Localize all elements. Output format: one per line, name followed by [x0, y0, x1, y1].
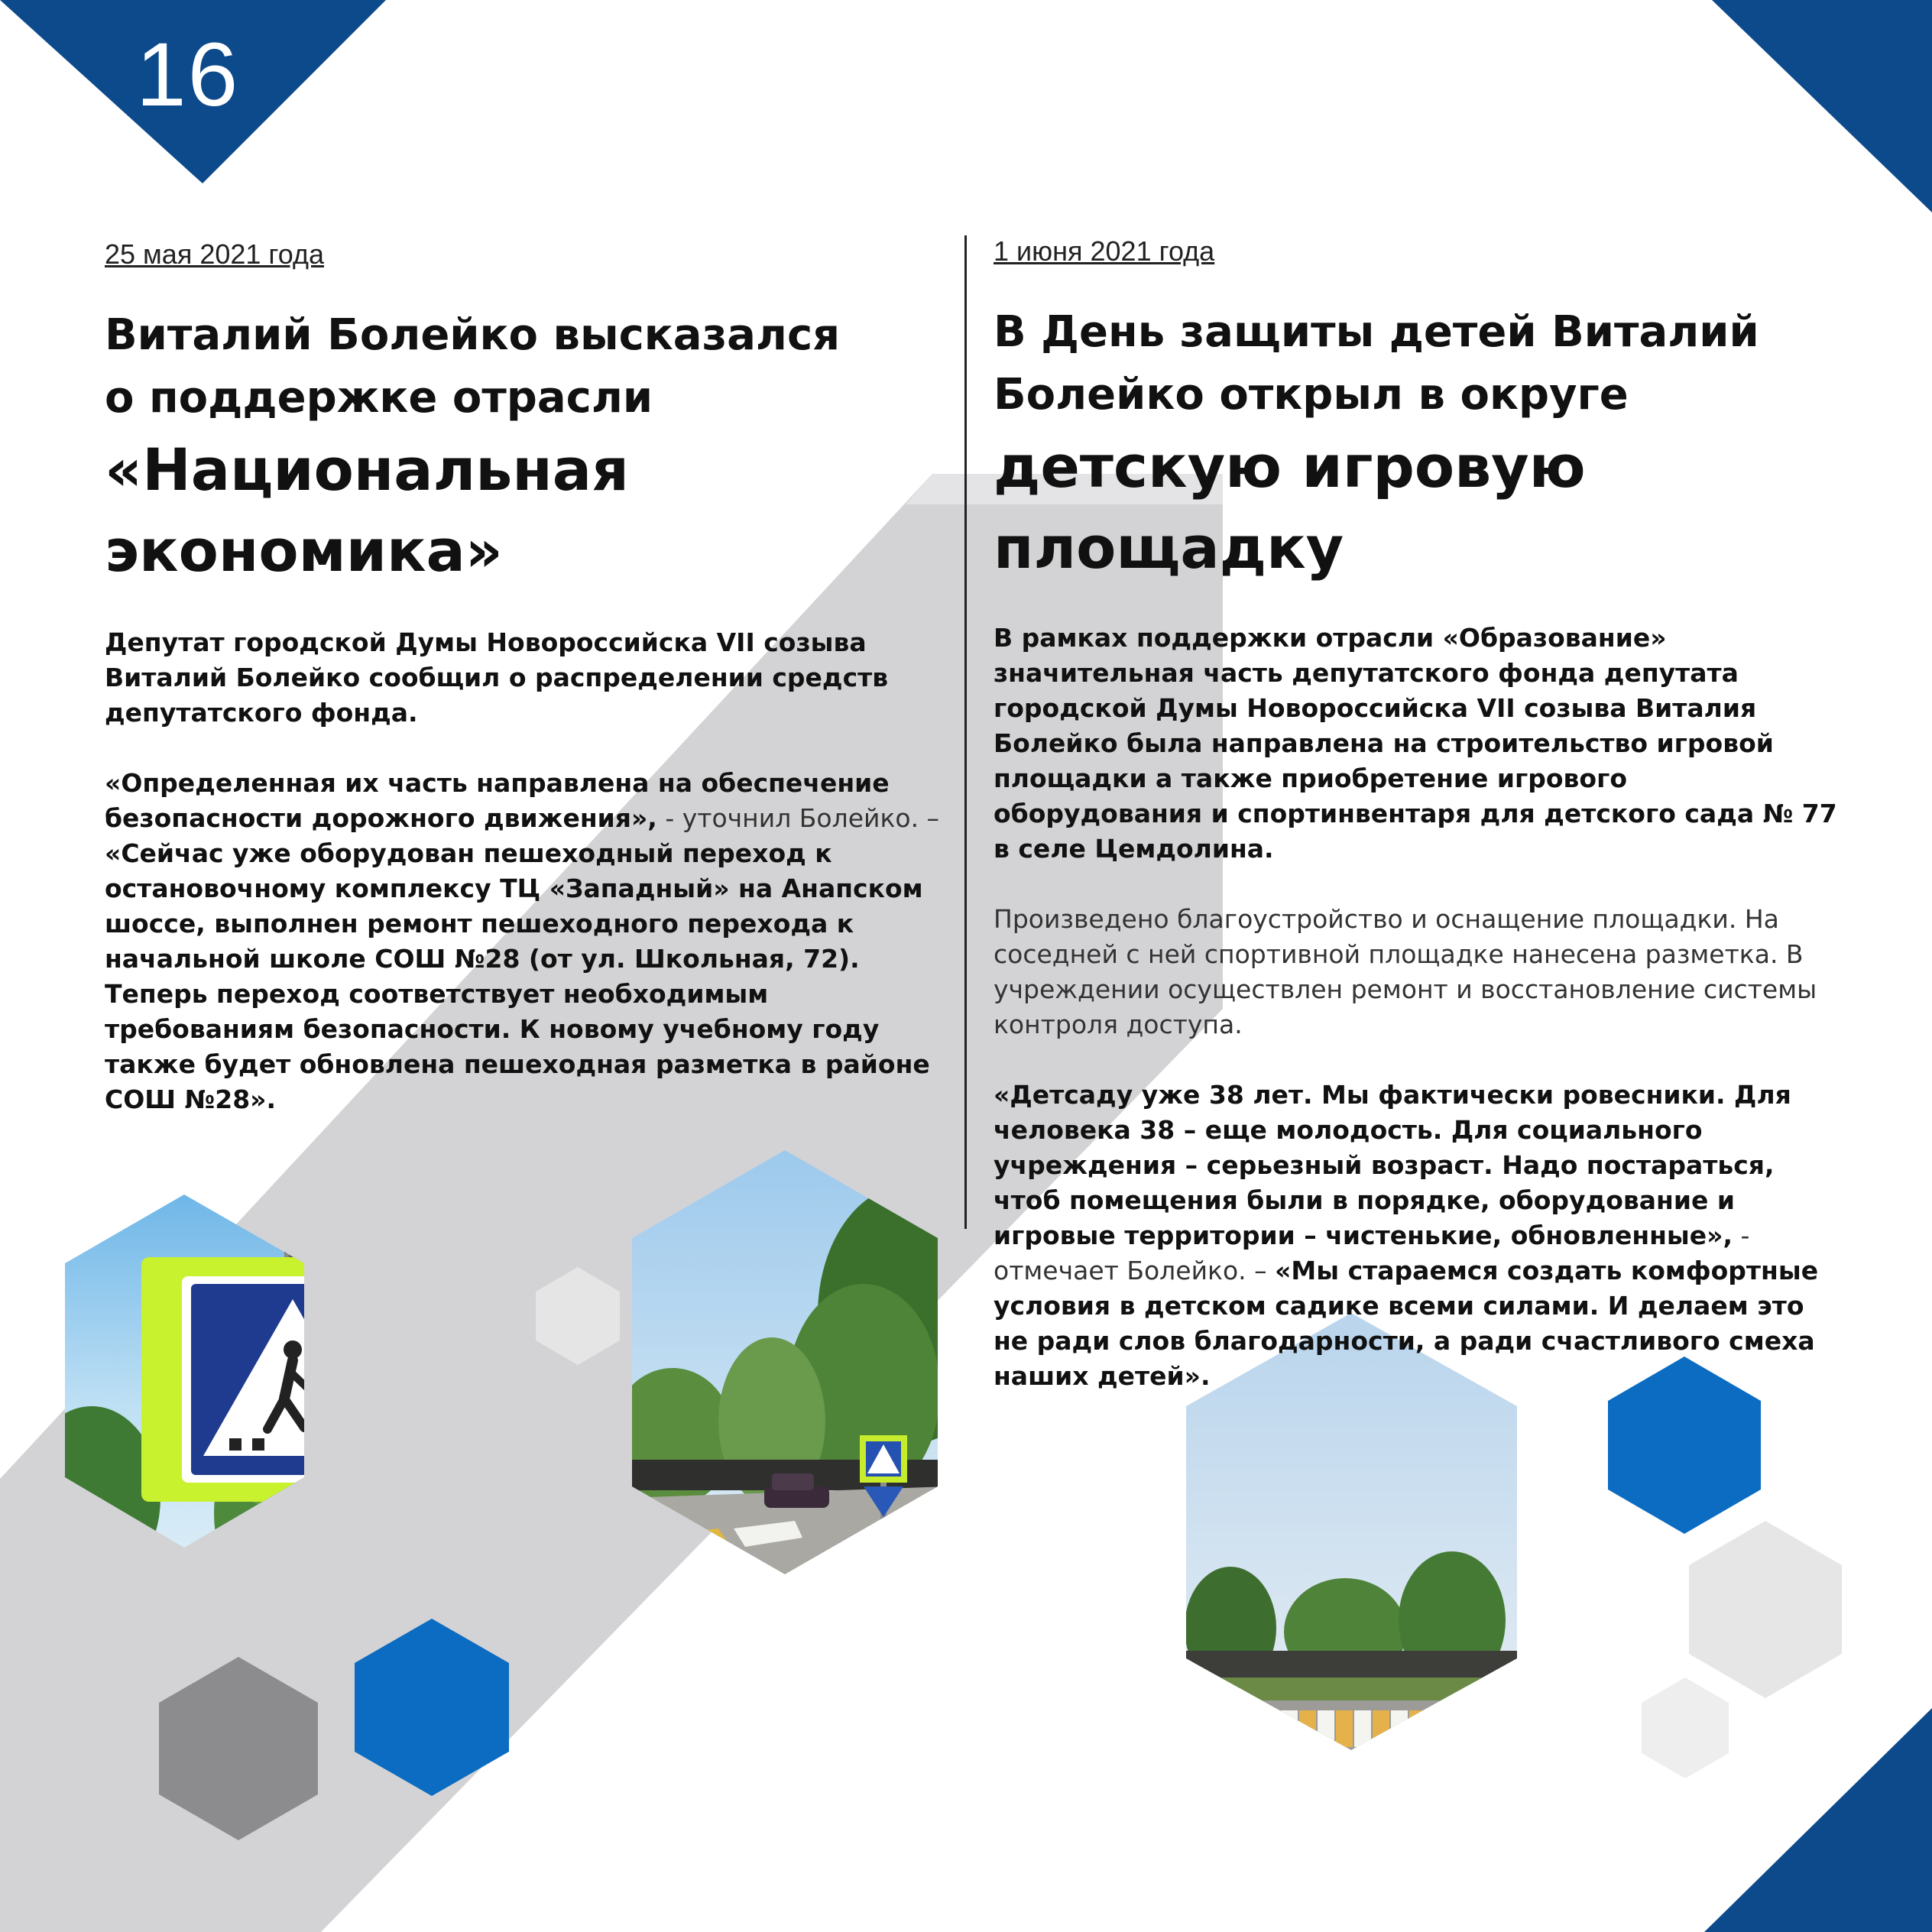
left-lead-paragraph: Депутат городской Думы Новороссийска VII созыва Виталий Болейко сообщил о распределении средств депутатского фонда.	[105, 627, 889, 728]
left-article-date: 25 мая 2021 года	[105, 238, 324, 270]
right-title-line-2: Болейко открыл в округе	[994, 370, 1629, 420]
right-title-big-line-1: детскую игровую	[994, 433, 1586, 501]
right-body-paragraph: Произведено благоустройство и оснащение площадки. На соседней с ней спортивной площадке нанесена разметка. В учреждении осуществлен ремонт и восстановление системы контроля доступа.	[994, 904, 1817, 1039]
left-quote-attribution: - уточнил Болейко. –	[656, 803, 940, 833]
right-quote-part-2: «Мы стараемся создать комфортные условия в детском садике всеми силами. И делаем это не ради слов благодарности, а ради счастливого смеха наших детей».	[994, 1256, 1819, 1391]
left-quote-paragraph	[105, 766, 953, 1117]
top-right-corner-triangle	[1712, 0, 1932, 212]
left-title-line-1: Виталий Болейко высказался	[105, 310, 841, 360]
right-quote-part-1: «Детсаду уже 38 лет. Мы фактически ровесники. Для человека 38 – еще молодость. Для социального учреждения – серьезный возраст. Надо постараться, чтоб помещения были в порядке, оборудование и игровые территории – чистенькие, обновленные»,	[994, 1080, 1791, 1250]
left-title-big-line-2: экономика»	[105, 517, 503, 585]
left-title-big-line-1: «Национальная	[105, 436, 629, 504]
right-title-line-1: В День защиты детей Виталий	[994, 307, 1759, 357]
right-article-title	[994, 301, 1895, 588]
left-article-body	[105, 625, 953, 1117]
left-article-title	[105, 304, 938, 592]
left-quote-part-1: «Определенная их часть направлена на обеспечение безопасности дорожного движения»,	[105, 768, 890, 833]
right-article-date: 1 июня 2021 года	[994, 235, 1215, 267]
decor-hexagon	[1689, 1521, 1842, 1698]
right-quote-attribution: - отмечает Болейко. –	[994, 1220, 1750, 1285]
right-title-big-line-2: площадку	[994, 514, 1344, 582]
page-number: 16	[136, 24, 240, 125]
column-divider	[964, 235, 967, 1229]
right-quote-paragraph	[994, 1078, 1842, 1394]
left-quote-part-2: «Сейчас уже оборудован пешеходный переход к остановочному комплексу ТЦ «Западный» на Анапском шоссе, выполнен ремонт пешеходного перехода к начальной школе СОШ №28 (от ул. Школьная, 72). Теперь переход соответствует необходимым требованиям безопасности. К новому учебному году также будет обновлена пешеходная разметка в районе СОШ №28».	[105, 838, 930, 1114]
right-lead-paragraph: В рамках поддержки отрасли «Образование» значительная часть депутатского фонда депутата городской Думы Новороссийска VII созыва Виталия Болейко была направлена на строительство игровой площадки а также приобретение игрового оборудования и спортинвентаря для детского сада № 77 в селе Цемдолина.	[994, 623, 1837, 864]
left-title-line-2: о поддержке отрасли	[105, 373, 653, 423]
bottom-right-corner-triangle	[1704, 1708, 1932, 1932]
decor-hexagon	[1642, 1678, 1729, 1778]
right-article-body	[994, 621, 1842, 1394]
